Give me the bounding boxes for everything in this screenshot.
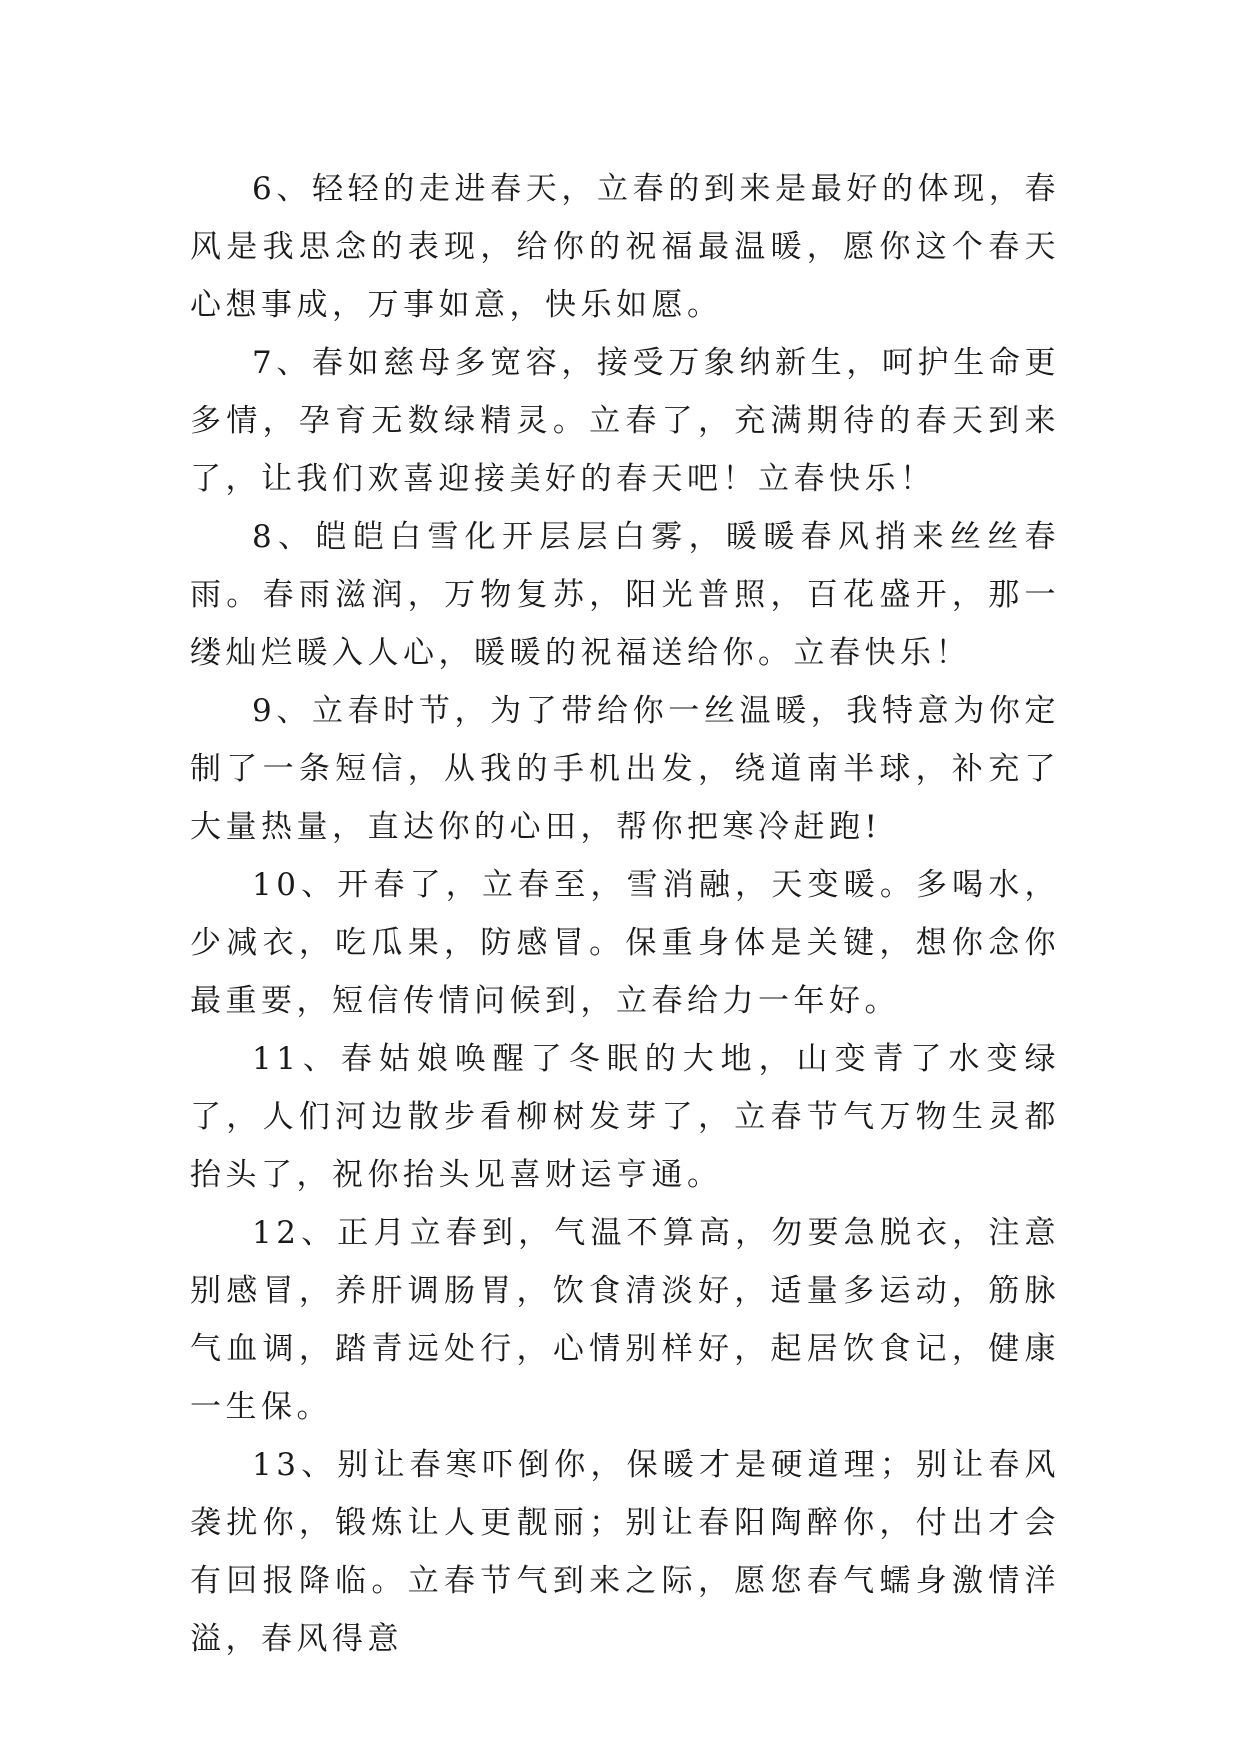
paragraph-9: 9、立春时节，为了带给你一丝温暖，我特意为你定制了一条短信，从我的手机出发，绕道南半球，补充了大量热量，直达你的心田，帮你把寒冷赶跑! xyxy=(190,693,1060,845)
paragraph-10: 10、开春了，立春至，雪消融，天变暖。多喝水，少减衣，吃瓜果，防感冒。保重身体是关键，想你念你最重要，短信传情问候到，立春给力一年好。 xyxy=(190,867,1060,1019)
paragraph-6: 6、轻轻的走进春天，立春的到来是最好的体现，春风是我思念的表现，给你的祝福最温暖，愿你这个春天心想事成，万事如意，快乐如愿。 xyxy=(190,171,1060,323)
document-body xyxy=(190,160,1060,1668)
paragraph-13: 13、别让春寒吓倒你，保暖才是硬道理；别让春风袭扰你，锻炼让人更靓丽；别让春阳陶醉你，付出才会有回报降临。立春节气到来之际，愿您春气蠕身激情洋溢，春风得意 xyxy=(190,1447,1060,1657)
paragraph-12: 12、正月立春到，气温不算高，勿要急脱衣，注意别感冒，养肝调肠胃，饮食清淡好，适量多运动，筋脉气血调，踏青远处行，心情别样好，起居饮食记，健康一生保。 xyxy=(190,1215,1060,1425)
paragraph-8: 8、皑皑白雪化开层层白雾，暖暖春风捎来丝丝春雨。春雨滋润，万物复苏，阳光普照，百花盛开，那一缕灿烂暖入人心，暖暖的祝福送给你。立春快乐！ xyxy=(190,519,1060,671)
paragraph-7: 7、春如慈母多宽容，接受万象纳新生，呵护生命更多情，孕育无数绿精灵。立春了，充满期待的春天到来了，让我们欢喜迎接美好的春天吧！立春快乐！ xyxy=(190,345,1060,497)
paragraph-11: 11、春姑娘唤醒了冬眠的大地，山变青了水变绿了，人们河边散步看柳树发芽了，立春节气万物生灵都抬头了，祝你抬头见喜财运亨通。 xyxy=(190,1041,1060,1193)
